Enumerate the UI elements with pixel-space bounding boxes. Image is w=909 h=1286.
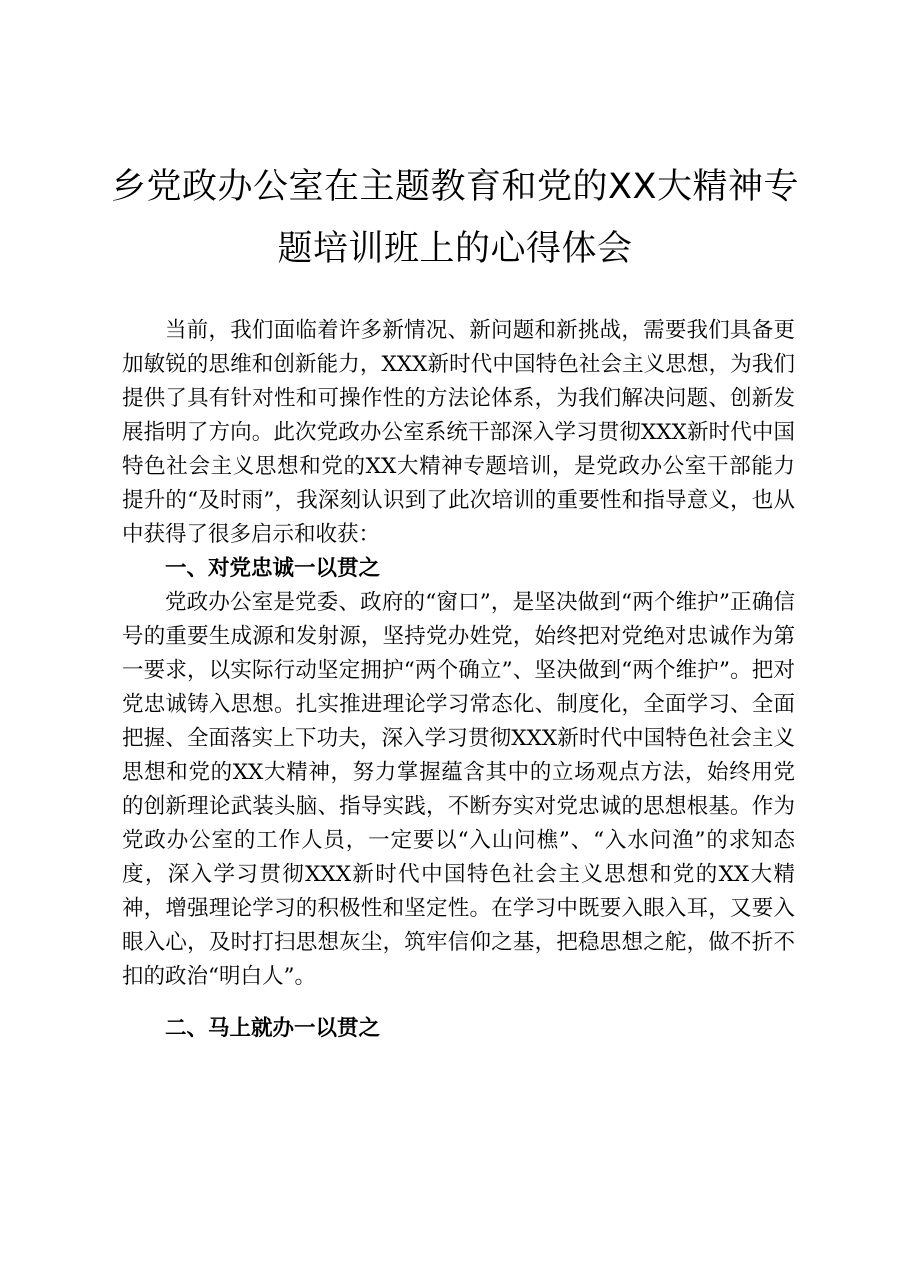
document-body <box>122 314 795 1046</box>
section-1-paragraph: 党政办公室是党委、政府的“窗口”，是坚决做到“两个维护”正确信号的重要生成源和发射源，坚持党办姓党，始终把对党绝对忠诚作为第一要求，以实际行动坚定拥护“两个确立”、坚决做到“两个维护”。把对党忠诚铸入思想。扎实推进理论学习常态化、制度化，全面学习、全面把握、全面落实上下功夫，深入学习贯彻XXX新时代中国特色社会主义思想和党的XX大精神，努力掌握蕴含其中的立场观点方法，始终用党的创新理论武装头脑、指导实践，不断夯实对党忠诚的思想根基。作为党政办公室的工作人员，一定要以“入山问樵”、“入水问渔”的求知态度，深入学习贯彻XXX新时代中国特色社会主义思想和党的XX大精神，增强理论学习的积极性和坚定性。在学习中既要入眼入耳，又要入眼入心，及时打扫思想灰尘，筑牢信仰之基，把稳思想之舵，做不折不扣的政治“明白人”。 <box>122 590 795 989</box>
section-heading-2: 二、马上就办一以贯之 <box>165 1016 381 1041</box>
title-line-2: 题培训班上的心得体会 <box>277 229 633 269</box>
section-heading-1: 一、对党忠诚一以贯之 <box>165 556 381 581</box>
document-title <box>100 156 810 280</box>
intro-paragraph: 当前，我们面临着许多新情况、新问题和新挑战，需要我们具备更加敏锐的思维和创新能力，XXX新时代中国特色社会主义思想，为我们提供了具有针对性和可操作性的方法论体系，为我们解决问题、创新发展指明了方向。此次党政办公室系统干部深入学习贯彻XXX新时代中国特色社会主义思想和党的XX大精神专题培训，是党政办公室干部能力提升的“及时雨”，我深刻认识到了此次培训的重要性和指导意义，也从中获得了很多启示和收获： <box>122 318 795 547</box>
title-line-1: 乡党政办公室在主题教育和党的XX大精神专 <box>111 167 799 207</box>
